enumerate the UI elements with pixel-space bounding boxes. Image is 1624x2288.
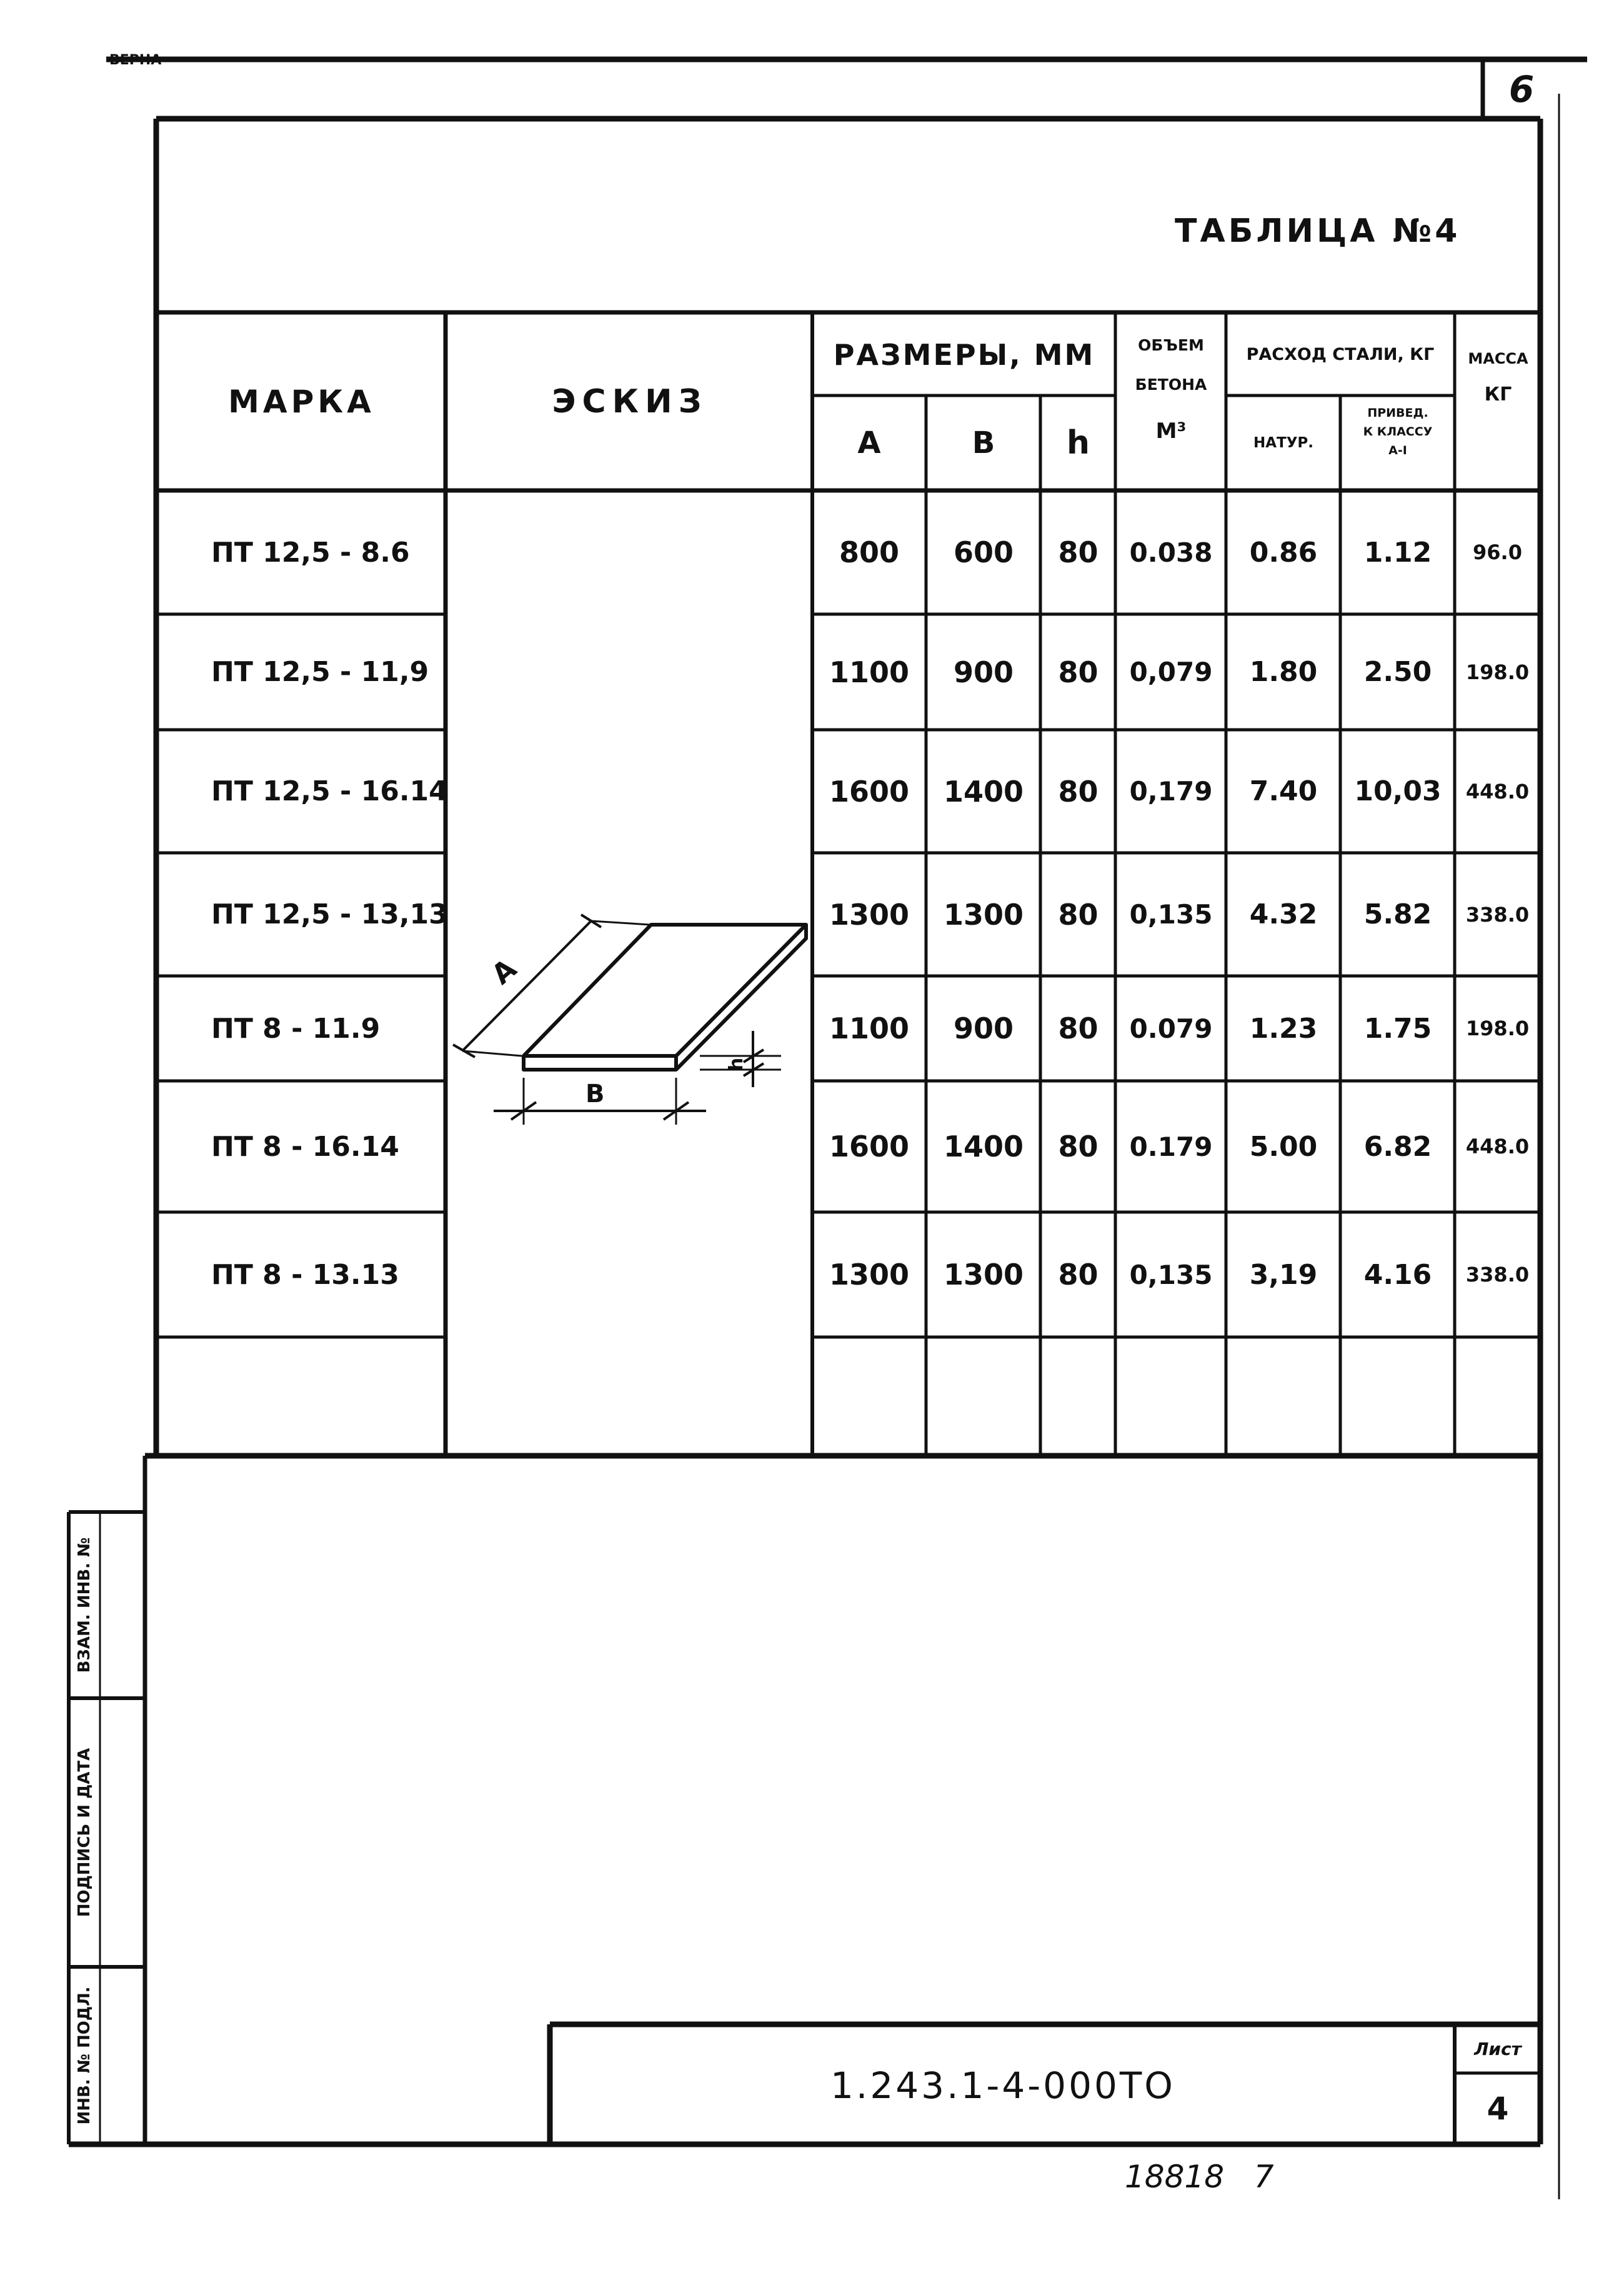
row-6-b: 1400	[943, 1130, 1024, 1163]
row-5-vol: 0.079	[1129, 1013, 1213, 1044]
row-1-mass: 96.0	[1473, 540, 1522, 564]
row-2-red: 2.50	[1363, 656, 1432, 688]
row-7-nat: 3,19	[1249, 1258, 1318, 1291]
row-3-red: 10,03	[1354, 775, 1442, 807]
row-7-a: 1300	[829, 1258, 910, 1291]
row-5-red: 1.75	[1363, 1012, 1432, 1045]
row-5-mass: 198.0	[1465, 1017, 1530, 1040]
row-5-a: 1100	[829, 1012, 910, 1045]
row-7-b: 1300	[943, 1258, 1024, 1291]
header-volume-unit: M³	[1155, 419, 1187, 444]
header-steel-nat: НАТУР.	[1253, 435, 1314, 451]
row-6-mass: 448.0	[1465, 1135, 1530, 1158]
header-mass-label: МАССА	[1468, 350, 1528, 367]
row-5-h: 80	[1058, 1012, 1098, 1045]
row-1-mark: ПТ 12,5 - 8.6	[211, 536, 410, 569]
row-4-a: 1300	[829, 897, 910, 932]
header-mark: МАРКА	[228, 383, 375, 420]
top-left-fragment: ВЕРНА	[109, 52, 162, 68]
side-stamp-vzam: ВЗАМ. ИНВ. №	[75, 1537, 94, 1673]
row-2-mass: 198.0	[1465, 660, 1530, 684]
header-dim-b: B	[972, 425, 995, 460]
row-3-nat: 7.40	[1249, 775, 1318, 807]
title-block-code: 1.243.1-4-000ТО	[830, 2064, 1175, 2107]
row-7-vol: 0,135	[1129, 1259, 1213, 1290]
row-7-mass: 338.0	[1465, 1263, 1530, 1286]
row-4-nat: 4.32	[1249, 898, 1318, 930]
side-stamp-inv: ИНВ. № ПОДЛ.	[75, 1986, 94, 2125]
row-7-mark: ПТ 8 - 13.13	[211, 1258, 399, 1291]
sketch-label-b: B	[585, 1080, 605, 1108]
row-6-h: 80	[1058, 1130, 1098, 1163]
row-1-h: 80	[1058, 535, 1098, 569]
row-3-mass: 448.0	[1465, 779, 1530, 803]
row-2-mark: ПТ 12,5 - 11,9	[211, 656, 429, 688]
row-6-a: 1600	[829, 1130, 910, 1163]
row-4-mark: ПТ 12,5 - 13,13	[211, 898, 448, 930]
row-1-a: 800	[839, 535, 900, 569]
title-block-sheet-number: 4	[1487, 2091, 1509, 2127]
row-4-vol: 0,135	[1129, 899, 1213, 930]
side-stamp-podpis: ПОДПИСЬ И ДАТА	[75, 1748, 94, 1917]
row-5-nat: 1.23	[1249, 1012, 1318, 1045]
row-2-nat: 1.80	[1249, 656, 1318, 688]
header-sketch: ЭСКИЗ	[552, 382, 708, 420]
sketch-label-h: h	[725, 1057, 748, 1072]
row-4-h: 80	[1058, 897, 1098, 932]
row-3-a: 1600	[829, 774, 910, 808]
header-steel: РАСХОД СТАЛИ, КГ	[1246, 345, 1435, 364]
page-number: 6	[1508, 67, 1535, 111]
header-dim-h: h	[1066, 424, 1090, 462]
row-1-nat: 0.86	[1249, 536, 1318, 569]
row-7-h: 80	[1058, 1258, 1098, 1291]
table-title: ТАБЛИЦА №4	[1175, 212, 1461, 250]
row-2-vol: 0,079	[1129, 657, 1213, 687]
title-block-sheet-label: Лист	[1474, 2038, 1522, 2059]
row-3-b: 1400	[943, 774, 1024, 808]
header-steel-red	[1342, 404, 1453, 489]
row-7-red: 4.16	[1363, 1258, 1432, 1291]
header-steel-red-line1: ПРИВЕД.	[1367, 406, 1428, 420]
row-6-red: 6.82	[1363, 1130, 1432, 1163]
row-1-b: 600	[953, 535, 1014, 569]
row-6-vol: 0.179	[1129, 1131, 1213, 1162]
row-1-red: 1.12	[1363, 536, 1432, 569]
row-6-mark: ПТ 8 - 16.14	[211, 1130, 399, 1163]
header-steel-red-line2: К КЛАССУ	[1363, 425, 1433, 439]
row-3-mark: ПТ 12,5 - 16.14	[211, 775, 448, 807]
row-3-vol: 0,179	[1129, 776, 1213, 807]
row-6-nat: 5.00	[1249, 1130, 1318, 1163]
header-mass-unit: КГ	[1484, 384, 1512, 405]
row-5-b: 900	[953, 1012, 1014, 1045]
header-dims: РАЗМЕРЫ, ММ	[833, 337, 1095, 372]
row-2-b: 900	[953, 655, 1014, 689]
row-2-h: 80	[1058, 655, 1098, 689]
row-1-vol: 0.038	[1129, 537, 1213, 568]
row-4-b: 1300	[943, 897, 1024, 932]
row-3-h: 80	[1058, 774, 1098, 808]
header-volume	[1117, 319, 1225, 487]
header-volume-line1: ОБЪЕМ	[1138, 336, 1204, 354]
header-steel-red-line3: A-I	[1388, 444, 1407, 457]
header-mass	[1456, 350, 1540, 487]
slab-sketch	[453, 915, 806, 1125]
row-5-mark: ПТ 8 - 11.9	[211, 1012, 381, 1045]
row-4-red: 5.82	[1363, 898, 1432, 930]
sketch-label-a: A	[486, 953, 523, 991]
bottom-note: 18818 7	[1125, 2159, 1274, 2195]
row-4-mass: 338.0	[1465, 902, 1530, 927]
row-2-a: 1100	[829, 655, 910, 689]
header-volume-line2: БЕТОНА	[1135, 376, 1207, 394]
header-dim-a: A	[857, 425, 881, 460]
